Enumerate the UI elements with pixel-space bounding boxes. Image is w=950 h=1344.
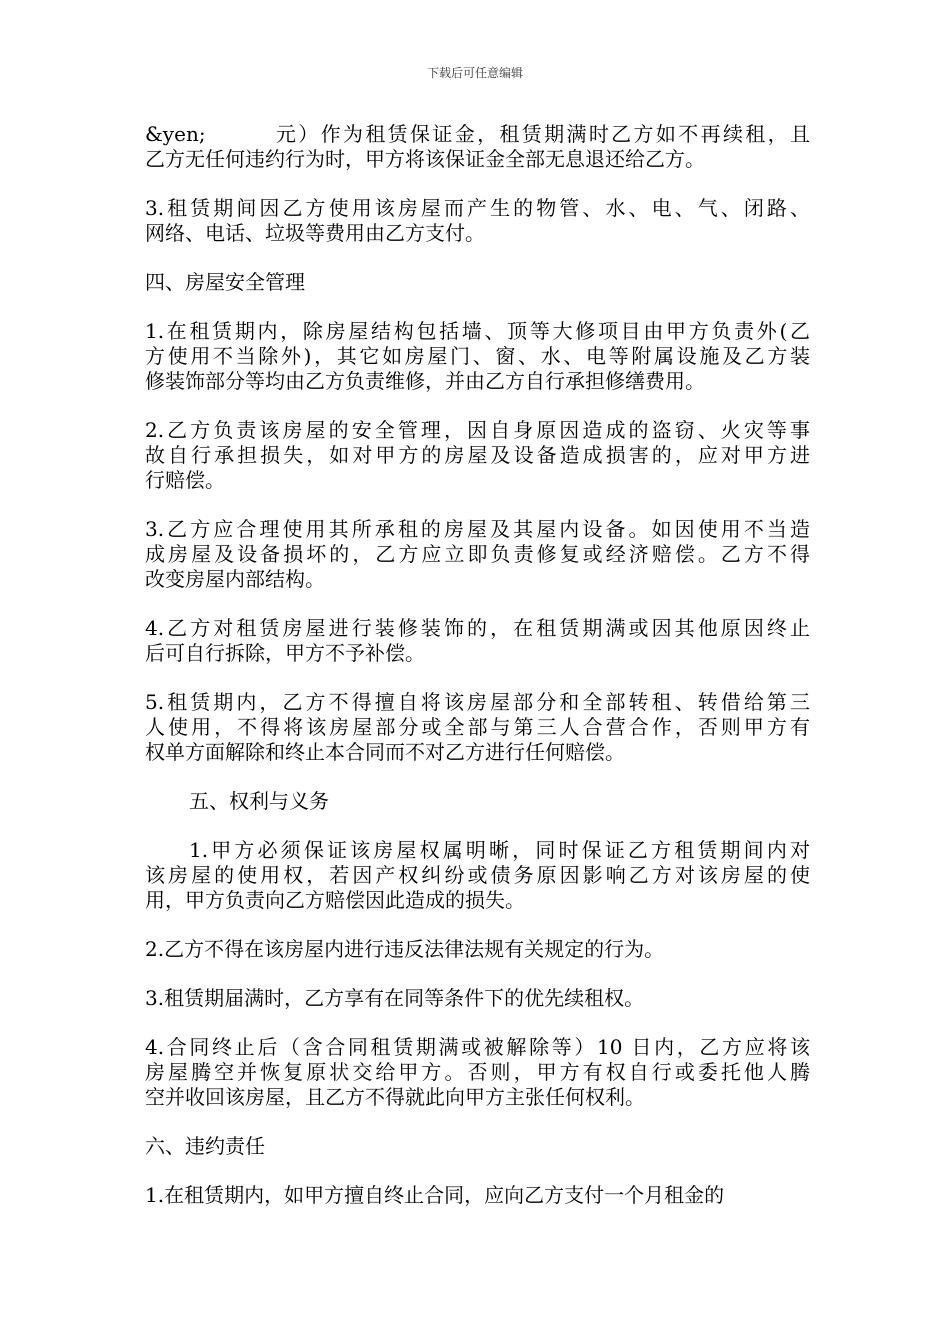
clause-4-1: [145, 319, 810, 394]
text-line: 方使用不当除外)，其它如房屋门、窗、水、电等附属设施及乙方装: [145, 344, 810, 368]
clause-6-1: [145, 1183, 810, 1208]
paragraph-deposit: [145, 122, 810, 172]
text-line: 用，甲方负责向乙方赔偿因此造成的损失。: [145, 888, 525, 912]
section-title: 五、权利与义务: [189, 789, 329, 813]
clause-5-3: [145, 986, 810, 1011]
text-line: 房屋腾空并恢复原状交给甲方。否则，甲方有权自行或委托他人腾: [145, 1060, 810, 1084]
clause-5-1: [145, 838, 810, 913]
text-line: 2.乙方不得在该房屋内进行违反法律法规有关规定的行为。: [145, 937, 665, 961]
clause-4-2: [145, 418, 810, 493]
clause-5-2: [145, 937, 810, 962]
text-line: 4.合同终止后（含合同租赁期满或被解除等）10 日内，乙方应将该: [145, 1035, 810, 1059]
text-line: 成房屋及设备损坏的，乙方应立即负责修复或经济赔偿。乙方不得: [145, 542, 810, 566]
text-line: 3.租赁期间因乙方使用该房屋而产生的物管、水、电、气、闭路、: [145, 196, 810, 220]
text-line: 故自行承担损失，如对甲方的房屋及设备造成损害的，应对甲方进: [145, 443, 810, 467]
text-line: 行赔偿。: [145, 468, 225, 492]
section-title: 六、违约责任: [145, 1134, 265, 1158]
section-heading-5: [145, 789, 810, 814]
text-line: 乙方无任何违约行为时，甲方将该保证金全部无息退还给乙方。: [145, 147, 705, 171]
text-line: 1.在租赁期内，如甲方擅自终止合同，应向乙方支付一个月租金的: [145, 1183, 725, 1207]
paragraph-fees: [145, 196, 810, 246]
text-line: 2.乙方负责该房屋的安全管理，因自身原因造成的盗窃、火灾等事: [145, 418, 810, 442]
text-line: 空并收回该房屋，且乙方不得就此向甲方主张任何权利。: [145, 1085, 645, 1109]
text-line: 改变房屋内部结构。: [145, 567, 325, 591]
text-line: &yen; 元）作为租赁保证金，租赁期满时乙方如不再续租，且: [145, 122, 810, 146]
text-line: 该房屋的使用权，若因产权纠纷或债务原因影响乙方对该房屋的使: [145, 863, 810, 887]
text-line: 权单方面解除和终止本合同而不对乙方进行任何赔偿。: [145, 740, 625, 764]
page-header: 下载后可任意编辑: [426, 66, 523, 80]
text-line: 4.乙方对租赁房屋进行装修装饰的，在租赁期满或因其他原因终止: [145, 616, 810, 640]
text-line: 3.乙方应合理使用其所承租的房屋及其屋内设备。如因使用不当造: [145, 517, 810, 541]
text-line: 5.租赁期内，乙方不得擅自将该房屋部分和全部转租、转借给第三: [145, 690, 810, 714]
text-line: 1.甲方必须保证该房屋权属明晰，同时保证乙方租赁期间内对: [189, 838, 810, 862]
clause-4-5: [145, 690, 810, 765]
text-line: 人使用，不得将该房屋部分或全部与第三人合营合作，否则甲方有: [145, 715, 810, 739]
currency-placeholder: &yen;: [145, 122, 206, 146]
text-line: 1.在租赁期内，除房屋结构包括墙、顶等大修项目由甲方负责外(乙: [145, 319, 810, 343]
text-line: 后可自行拆除，甲方不予补偿。: [145, 641, 425, 665]
text-line: 网络、电话、垃圾等费用由乙方支付。: [145, 221, 485, 245]
section-heading-4: [145, 270, 810, 295]
clause-4-4: [145, 616, 810, 666]
text-line: 修装饰部分等均由乙方负责维修，并由乙方自行承担修缮费用。: [145, 369, 705, 393]
document-body: [145, 122, 810, 1232]
clause-4-3: [145, 517, 810, 592]
text-line: 3.租赁期届满时，乙方享有在同等条件下的优先续租权。: [145, 986, 645, 1010]
clause-5-4: [145, 1035, 810, 1110]
section-title: 四、房屋安全管理: [145, 270, 305, 294]
section-heading-6: [145, 1134, 810, 1159]
